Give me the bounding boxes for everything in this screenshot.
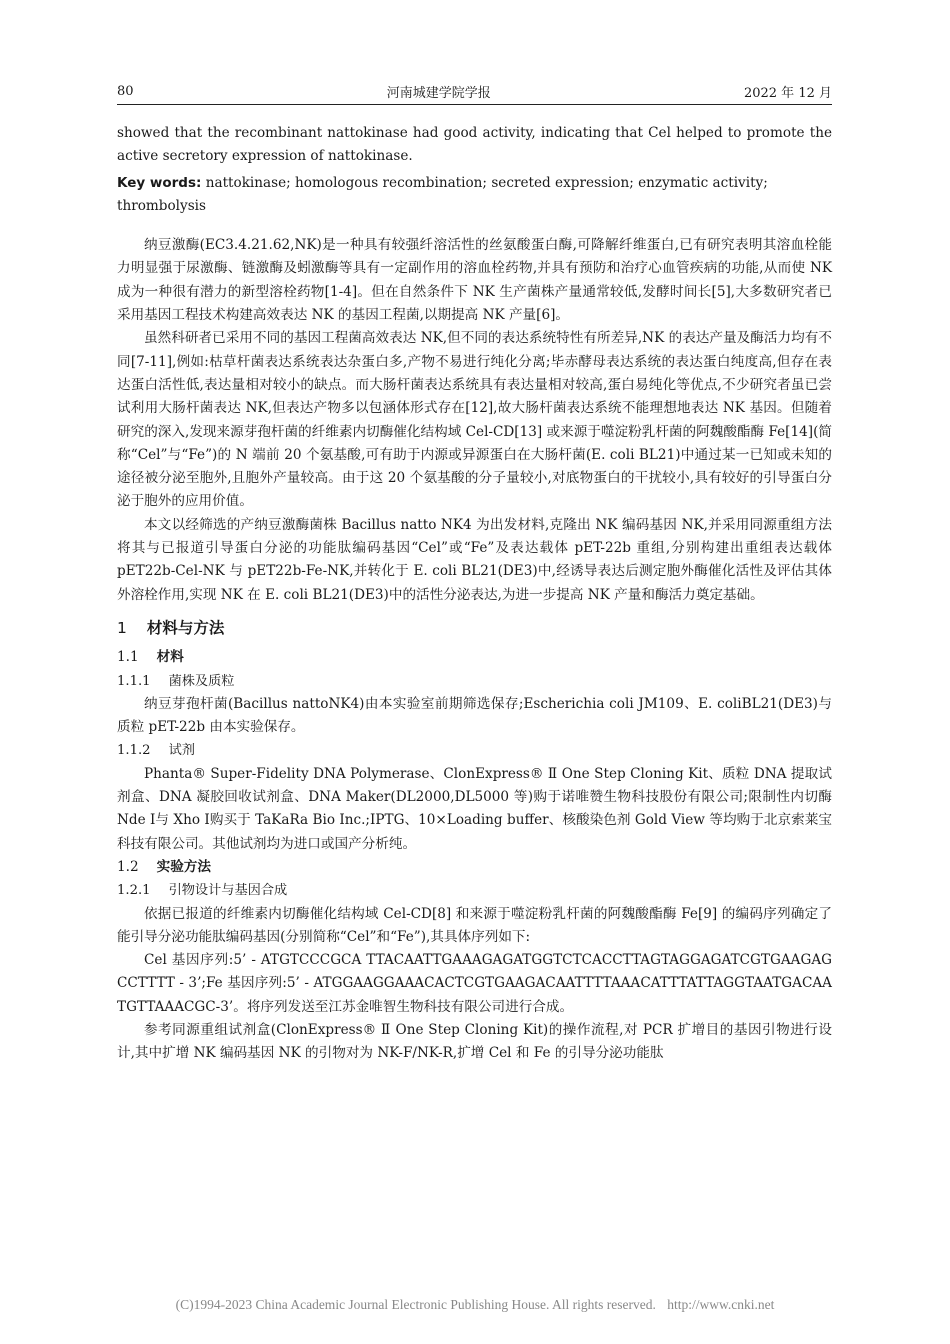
subsubsection-title: 试剂 (168, 743, 195, 759)
subsection-number: 1.1 (117, 649, 139, 666)
subsection-number: 1.2 (117, 858, 139, 875)
header-rule (117, 104, 832, 105)
subsection-title: 材料 (156, 649, 184, 666)
section-heading (117, 617, 832, 640)
section-title: 材料与方法 (146, 618, 225, 637)
journal-name: 河南城建学院学报 (386, 85, 491, 101)
page-number: 80 (117, 83, 134, 99)
subsubsection-heading (117, 739, 832, 762)
subsubsection-heading (117, 670, 832, 693)
sequence-paragraph: Cel 基因序列:5’ - ATGTCCCGCA TTACAATTGAAAGAGATGGTCTCACCTTAGTAGGAGATCGTGAAGAGCCTTTT - 3’;Fe 基因序列:5’ - ATGGAAGGAAACACTCGTGAAGACAATTTTAAACATTTATTAGGTAATGACAATGTTAAACGC-3’。将序列发送至江苏金唯智生物科技有限公司进行合成。 (117, 952, 832, 1015)
subsubsection-number: 1.1.1 (117, 673, 151, 689)
running-header (117, 80, 832, 102)
issue-date: 2022 年 12 月 (743, 85, 832, 101)
primer-design-paragraph: 参考同源重组试剂盒(ClonExpress® Ⅱ One Step Cloning Kit)的操作流程,对 PCR 扩增目的基因引物进行设计,其中扩增 NK 编码基因 NK 的引物对为 NK-F/NK-R,扩增 Cel 和 Fe 的引导分泌功能肽 (117, 1021, 832, 1062)
intro-paragraph: 纳豆激酶(EC3.4.21.62,NK)是一种具有较强纤溶活性的丝氨酸蛋白酶,可降解纤维蛋白,已有研究表明其溶血栓能力明显强于尿激酶、链激酶及蚓激酶等具有一定副作用的溶血栓药物,并具有预防和治疗心血管疾病的功能,从而使 NK 成为一种很有潜力的新型溶栓药物[1-4]。但在自然条件下 NK 生产菌株产量通常较低,发酵时间长[5],大多数研究者已采用基因工程技术构建高效表达 NK 的基因工程菌,以期提高 NK 产量[6]。 (117, 237, 832, 324)
subsubsection-title: 菌株及质粒 (168, 673, 235, 689)
copyright-footer (0, 1297, 950, 1313)
keywords-label: Key words: (117, 174, 202, 191)
strains-paragraph: 纳豆芽孢杆菌(Bacillus nattoNK4)由本实验室前期筛选保存;Escherichia coli JM109、E. coliBL21(DE3)与质粒 pET-22b 由本实验保存。 (117, 695, 832, 736)
intro-paragraph: 虽然科研者已采用不同的基因工程菌高效表达 NK,但不同的表达系统特性有所差异,NK 的表达产量及酶活力均有不同[7-11],例如:枯草杆菌表达系统表达杂蛋白多,产物不易进行纯化分离;毕赤酵母表达系统的表达蛋白纯度高,但存在表达蛋白活性低,表达量相对较小的缺点。而大肠杆菌表达系统具有表达量相对较高,蛋白易纯化等优点,不少研究者虽已尝试利用大肠杆菌表达 NK,但表达产物多以包涵体形式存在[12],故大肠杆菌表达系统不能理想地表达 NK 基因。但随着研究的深入,发现来源芽孢杆菌的纤维素内切酶催化结构域 Cel-CD[13] 或来源于噬淀粉乳杆菌的阿魏酸酯酶 Fe[14](简称“Cel”与“Fe”)的 N 端前 20 个氨基酸,可有助于内源或异源蛋白在大肠杆菌(E. coli BL21)中通过某一已知或未知的途径被分泌至胞外,且胞外产量较高。由于这 20 个氨基酸的分子量较小,对底物蛋白的干扰较小,具有较好的引导蛋白分泌于胞外的应用价值。 (117, 330, 832, 510)
primer-paragraph: 依据已报道的纤维素内切酶催化结构域 Cel-CD[8] 和来源于噬淀粉乳杆菌的阿魏酸酯酶 Fe[9] 的编码序列确定了能引导分泌功能肽编码基因(分别简称“Cel”和“Fe”),其具体序列如下: (117, 905, 832, 945)
subsection-title: 实验方法 (156, 858, 211, 875)
reagents-paragraph: Phanta® Super-Fidelity DNA Polymerase、ClonExpress® Ⅱ One Step Cloning Kit、质粒 DNA 提取试剂盒、DNA 凝胶回收试剂盒、DNA Maker(DL2000,DL5000 等)购于诺唯赞生物科技股份有限公司;限制性内切酶 Nde Ⅰ与 Xho Ⅰ购买于 TaKaRa Bio Inc.;IPTG、10×Loading buffer、核酸染色剂 Gold View 等均购于北京索莱宝科技有限公司。其他试剂均为进口或国产分析纯。 (117, 765, 832, 852)
intro-paragraph: 本文以经筛选的产纳豆激酶菌株 Bacillus natto NK4 为出发材料,克隆出 NK 编码基因 NK,并采用同源重组方法将其与已报道引导蛋白分泌的功能肽编码基因“Cel”或“Fe”及表达载体 pET-22b 重组,分别构建出重组表达载体 pET22b-Cel-NK 与 pET22b-Fe-NK,并转化于 E. coli BL21(DE3)中,经诱导表达后测定胞外酶催化活性及评估其体外溶栓作用,实现 NK 在 E. coli BL21(DE3)中的活性分泌表达,为进一步提高 NK 产量和酶活力奠定基础。 (117, 516, 832, 603)
abstract-tail: showed that the recombinant nattokinase had good activity, indicating that Cel helped to promote the active secretory expression of nattokinase. (117, 125, 832, 165)
article-body (117, 122, 832, 1066)
subsubsection-title: 引物设计与基因合成 (168, 883, 288, 899)
subsubsection-number: 1.1.2 (117, 743, 151, 759)
subsection-heading (117, 646, 832, 669)
section-number: 1 (117, 618, 127, 637)
subsection-heading (117, 856, 832, 879)
subsubsection-number: 1.2.1 (117, 883, 151, 899)
keywords (117, 172, 832, 219)
keywords-text: nattokinase; homologous recombination; secreted expression; enzymatic activity; thrombolysis (117, 174, 768, 214)
cnki-link[interactable]: http://www.cnki.net (667, 1297, 775, 1312)
subsubsection-heading (117, 879, 832, 902)
copyright-text: (C)1994-2023 China Academic Journal Electronic Publishing House. All rights reserved. (175, 1297, 656, 1312)
